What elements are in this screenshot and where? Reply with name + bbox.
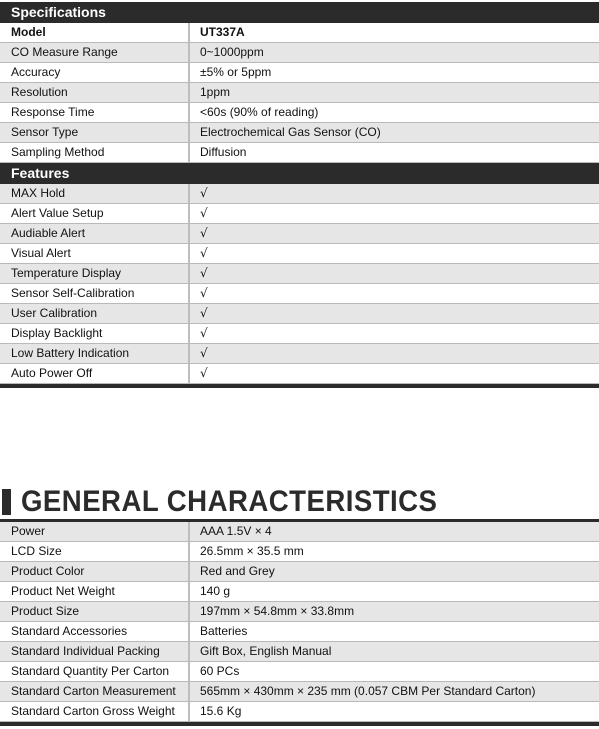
check-mark-icon: √ <box>200 326 208 340</box>
table-row <box>0 184 599 204</box>
row-value: <60s (90% of reading) <box>200 105 319 119</box>
general-table <box>0 519 599 726</box>
row-label: Audiable Alert <box>0 224 190 243</box>
features-header: Features <box>0 163 599 184</box>
row-label: Temperature Display <box>0 264 190 283</box>
features-rows <box>0 184 599 384</box>
check-mark-icon: √ <box>200 206 208 220</box>
row-label: Product Color <box>0 562 190 581</box>
row-label: User Calibration <box>0 304 190 323</box>
general-rows <box>0 522 599 722</box>
row-label: Product Size <box>0 602 190 621</box>
table-row <box>0 204 599 224</box>
table-row <box>0 522 599 542</box>
table-row <box>0 702 599 722</box>
check-mark-icon: √ <box>200 366 208 380</box>
row-value: 60 PCs <box>200 664 240 678</box>
specifications-bottom-bar <box>0 384 599 388</box>
row-label: Power <box>0 522 190 541</box>
row-label: Standard Carton Measurement <box>0 682 190 701</box>
table-row <box>0 244 599 264</box>
row-label: Standard Individual Packing <box>0 642 190 661</box>
check-mark-icon: √ <box>200 186 208 200</box>
row-label: Accuracy <box>0 63 190 82</box>
general-title-text: GENERAL CHARACTERISTICS <box>21 485 438 518</box>
row-label: CO Measure Range <box>0 43 190 62</box>
row-label: Standard Quantity Per Carton <box>0 662 190 681</box>
row-value: Gift Box, English Manual <box>200 644 332 658</box>
table-row <box>0 562 599 582</box>
row-label: Resolution <box>0 83 190 102</box>
row-value: Electrochemical Gas Sensor (CO) <box>200 125 381 139</box>
table-row <box>0 622 599 642</box>
specifications-header: Specifications <box>0 2 599 23</box>
row-label: MAX Hold <box>0 184 190 203</box>
table-row <box>0 264 599 284</box>
row-label: Product Net Weight <box>0 582 190 601</box>
row-label: Display Backlight <box>0 324 190 343</box>
row-label: Visual Alert <box>0 244 190 263</box>
table-row <box>0 83 599 103</box>
row-label: Sensor Type <box>0 123 190 142</box>
table-row <box>0 324 599 344</box>
row-label: Standard Accessories <box>0 622 190 641</box>
row-value: ±5% or 5ppm <box>200 65 272 79</box>
general-characteristics-title <box>0 485 474 519</box>
check-mark-icon: √ <box>200 346 208 360</box>
model-value: UT337A <box>200 25 245 39</box>
table-row <box>0 582 599 602</box>
table-row <box>0 542 599 562</box>
general-bottom-bar <box>0 722 599 726</box>
table-row <box>0 224 599 244</box>
row-label: Standard Carton Gross Weight <box>0 702 190 721</box>
row-value: 0~1000ppm <box>200 45 264 59</box>
table-row <box>0 344 599 364</box>
row-value: 565mm × 430mm × 235 mm (0.057 CBM Per Standard Carton) <box>200 684 536 698</box>
row-value: AAA 1.5V × 4 <box>200 524 272 538</box>
row-value: 140 g <box>200 584 231 598</box>
row-label: LCD Size <box>0 542 190 561</box>
table-row <box>0 602 599 622</box>
row-value: 1ppm <box>200 85 231 99</box>
check-mark-icon: √ <box>200 266 208 280</box>
row-value: 26.5mm × 35.5 mm <box>200 544 304 558</box>
row-value: Red and Grey <box>200 564 275 578</box>
table-row <box>0 123 599 143</box>
row-value: 15.6 Kg <box>200 704 242 718</box>
row-label: Sampling Method <box>0 143 190 162</box>
check-mark-icon: √ <box>200 226 208 240</box>
row-value: Batteries <box>200 624 248 638</box>
table-row <box>0 682 599 702</box>
table-row <box>0 662 599 682</box>
table-row <box>0 642 599 662</box>
row-value: 197mm × 54.8mm × 33.8mm <box>200 604 355 618</box>
specifications-table <box>0 2 599 388</box>
model-row <box>0 23 599 43</box>
specifications-rows <box>0 43 599 163</box>
row-label: Auto Power Off <box>0 364 190 383</box>
row-label: Alert Value Setup <box>0 204 190 223</box>
table-row <box>0 43 599 63</box>
row-label: Low Battery Indication <box>0 344 190 363</box>
table-row <box>0 304 599 324</box>
table-row <box>0 103 599 123</box>
check-mark-icon: √ <box>200 306 208 320</box>
model-label: Model <box>0 23 190 42</box>
row-label: Response Time <box>0 103 190 122</box>
row-label: Sensor Self-Calibration <box>0 284 190 303</box>
check-mark-icon: √ <box>200 286 208 300</box>
row-value: Diffusion <box>200 145 247 159</box>
title-marker <box>2 489 11 515</box>
table-row <box>0 63 599 83</box>
check-mark-icon: √ <box>200 246 208 260</box>
table-row <box>0 284 599 304</box>
table-row <box>0 364 599 384</box>
table-row <box>0 143 599 163</box>
